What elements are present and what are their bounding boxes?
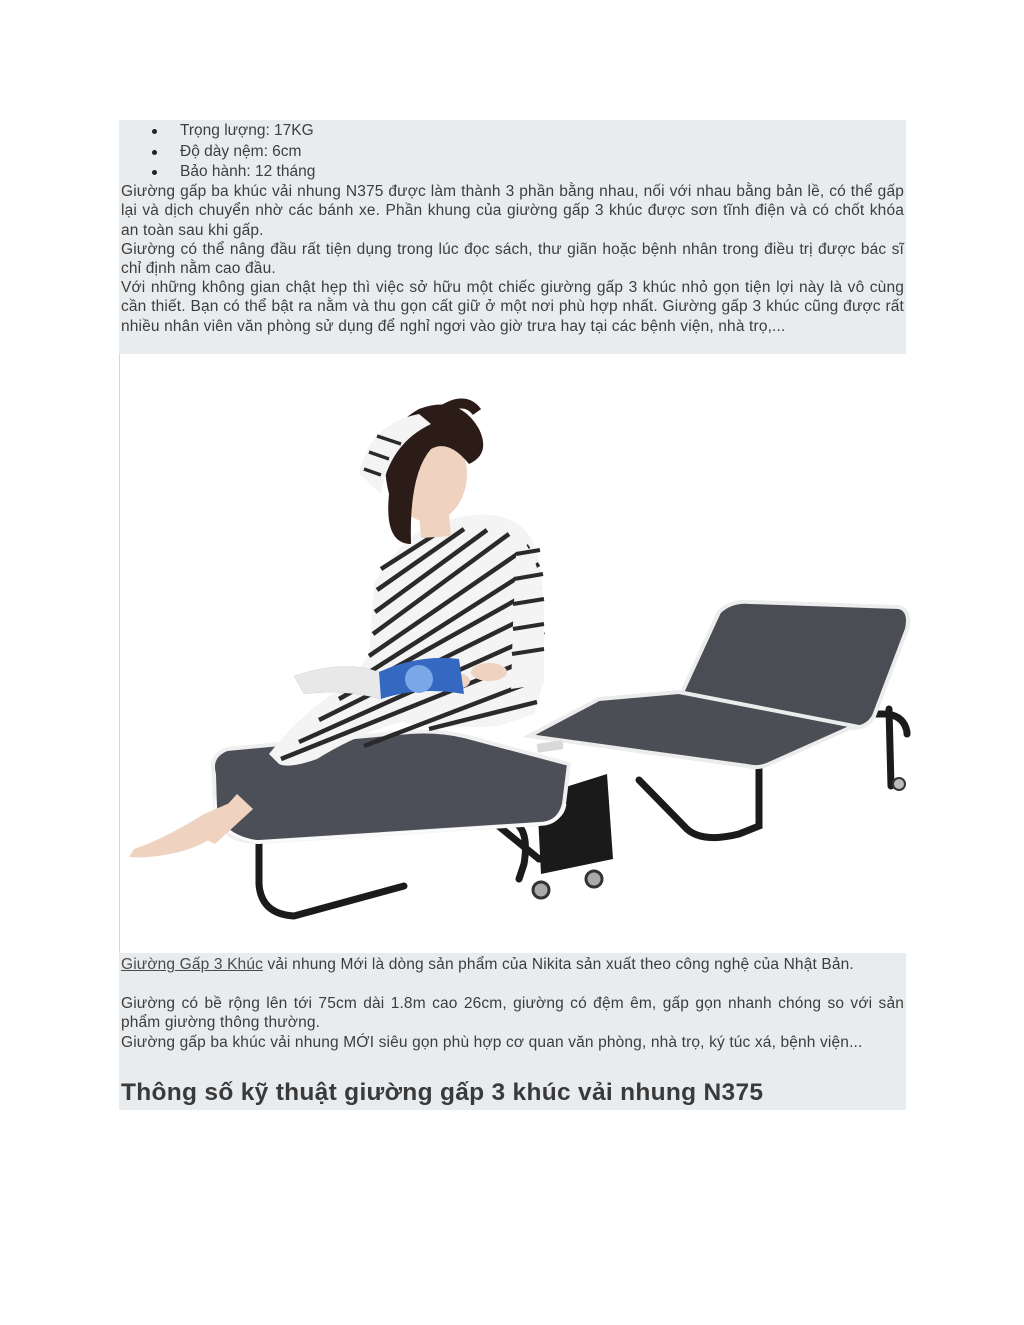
intro-paragraph-space: Với những không gian chật hẹp thì việc sở hữu một chiếc giường gấp 3 khúc nhỏ gọn tiện lợi này là vô cùng cần thiết. Bạn có thể bật ra nằm và thu gọn cất giữ ở một nơi phù hợp nhất. Giường gấp 3 khúc cũng được rất nhiều nhân viên văn phòng sử dụng để nghỉ ngơi vào giờ trưa hay tại các bệnh viện, nhà trọ,... — [121, 279, 904, 335]
intro-section — [119, 120, 906, 354]
spec-bullet-list — [119, 121, 315, 183]
product-intro-paragraph — [121, 955, 904, 974]
product-link[interactable]: Giường Gấp 3 Khúc — [121, 956, 263, 973]
product-detail-section — [119, 953, 906, 1110]
usage-paragraph: Giường gấp ba khúc vải nhung MỚI siêu gọn phù hợp cơ quan văn phòng, nhà trọ, ký túc xá, bệnh viện... — [121, 1034, 863, 1051]
spec-bullet-weight: Trọng lượng: 17KG — [119, 121, 315, 142]
intro-paragraph-head-raise: Giường có thể nâng đầu rất tiện dụng trong lúc đọc sách, thư giãn hoặc bệnh nhân trong điều trị được bác sĩ chỉ định nằm cao đầu. — [121, 241, 904, 278]
caster-wheel — [533, 882, 549, 898]
caster-wheel — [893, 778, 905, 790]
caster-wheel — [586, 871, 602, 887]
product-photo — [119, 354, 919, 954]
spec-heading: Thông số kỹ thuật giường gấp 3 khúc vải nhung N375 — [121, 1079, 764, 1106]
product-intro-text: vải nhung Mới là dòng sản phẩm của Nikita sản xuất theo công nghệ của Nhật Bản. — [263, 956, 854, 973]
size-paragraph: Giường có bề rộng lên tới 75cm dài 1.8m cao 26cm, giường có đệm êm, gấp gọn nhanh chóng so với sản phẩm giường thông thường. — [121, 995, 904, 1032]
intro-paragraph-structure: Giường gấp ba khúc vải nhung N375 được làm thành 3 phần bằng nhau, nối với nhau bằng bản lề, có thể gấp lại và dịch chuyển nhờ các bánh xe. Phần khung của giường gấp 3 khúc được sơn tĩnh điện và có chốt khóa an toàn sau khi gấp. — [121, 183, 904, 239]
spec-bullet-warranty: Bảo hành: 12 tháng — [119, 162, 315, 183]
spec-bullet-thickness: Độ dày nệm: 6cm — [119, 142, 315, 163]
